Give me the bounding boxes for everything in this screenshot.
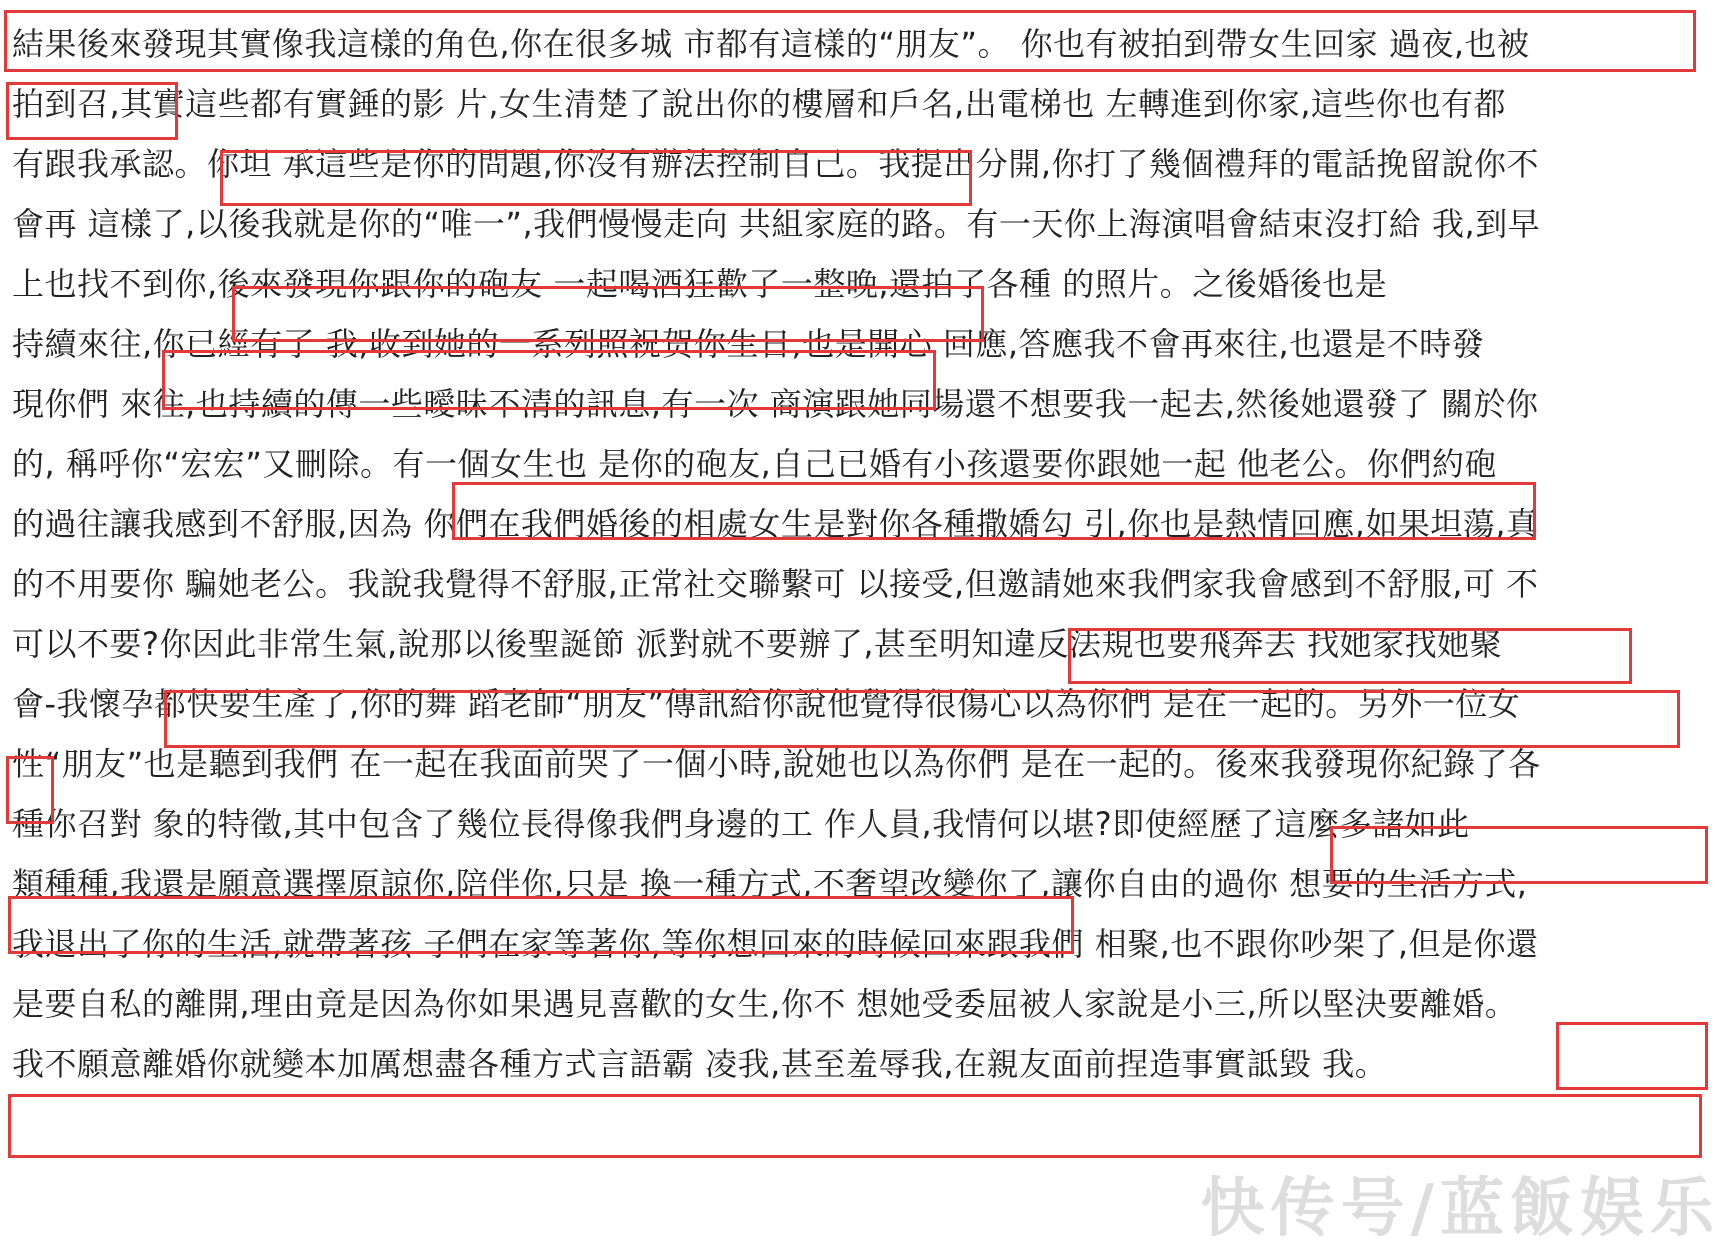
- text-line: 有跟我承認。你坦 承這些是你的問題,你沒有辦法控制自己。我提出分開,你打了幾個禮拜的電話挽留說你不: [12, 145, 1540, 183]
- text-line: 種你召對 象的特徵,其中包含了幾位長得像我們身邊的工 作人員,我情何以堪?即使經歷了這麼多諸如此: [12, 805, 1470, 843]
- text-line: 現你們 來往,也持續的傳一些曖昧不清的訊息,有一次 商演跟她同場還不想要我一起去,然後她還發了 關於你: [12, 385, 1539, 423]
- text-line: 會-我懷孕都快要生產了,你的舞 蹈老師“朋友”傳訊給你說他覺得很傷心以為你們 是在一起的。另外一位女: [12, 685, 1521, 723]
- text-line: 我退出了你的生活,就帶著孩 子們在家等著你,等你想回來的時候回來跟我們 相聚,也不跟你吵架了,但是你還: [12, 925, 1539, 963]
- text-line: 的過往讓我感到不舒服,因為 你們在我們婚後的相處女生是對你各種撒嬌勾 引,你也是熱情回應,如果坦蕩,真: [12, 505, 1539, 543]
- text-line: 可以不要?你因此非常生氣,說那以後聖誕節 派對就不要辦了,甚至明知違反法規也要飛奔去 找她家找她聚: [12, 625, 1503, 663]
- text-line: 的, 稱呼你“宏宏”又刪除。有一個女生也 是你的砲友,自己已婚有小孩還要你跟她一起 他老公。你們約砲: [12, 445, 1498, 483]
- text-line: 拍到召,其實這些都有實錘的影 片,女生清楚了說出你的樓層和戶名,出電梯也 左轉進到你家,這些你也有都: [12, 85, 1507, 123]
- text-line: 是要自私的離開,理由竟是因為你如果遇見喜歡的女生,你不 想她受委屈被人家說是小三,所以堅決要離婚。: [12, 985, 1518, 1023]
- text-line: 我不願意離婚你就變本加厲想盡各種方式言語霸 凌我,甚至羞辱我,在親友面前捏造事實詆毀 我。: [12, 1045, 1388, 1083]
- watermark: 快传号/蓝飯娱乐: [1200, 1172, 1720, 1246]
- highlight-box: [8, 1094, 1702, 1158]
- text-line: 持續來往,你已經有了 我,收到她的一系列照祝贺你生日,也是開心 回應,答應我不會再來往,也還是不時發: [12, 325, 1485, 363]
- text-line: 會再 這樣了,以後我就是你的“唯一”,我們慢慢走向 共組家庭的路。有一天你上海演唱會結束沒打給 我,到早: [12, 205, 1541, 243]
- text-line: 性“朋友”也是聽到我們 在一起在我面前哭了一個小時,說她也以為你們 是在一起的。後來我發現你紀錄了各: [12, 745, 1541, 783]
- text-line: 的不用要你 騙她老公。我說我覺得不舒服,正常社交聯繫可 以接受,但邀請她來我們家我會感到不舒服,可 不: [12, 565, 1539, 603]
- text-line: 上也找不到你,後來發現你跟你的砲友 一起喝酒狂歡了一整晚,還拍了各種 的照片。之後婚後也是: [12, 265, 1388, 303]
- text-line: 結果後來發現其實像我這樣的角色,你在很多城 市都有這樣的“朋友”。 你也有被拍到帶女生回家 過夜,也被: [12, 25, 1530, 63]
- text-line: 類種種,我還是願意選擇原諒你,陪伴你,只是 換一種方式,不奢望改變你了,讓你自由的過你 想要的生活方式,: [12, 865, 1528, 903]
